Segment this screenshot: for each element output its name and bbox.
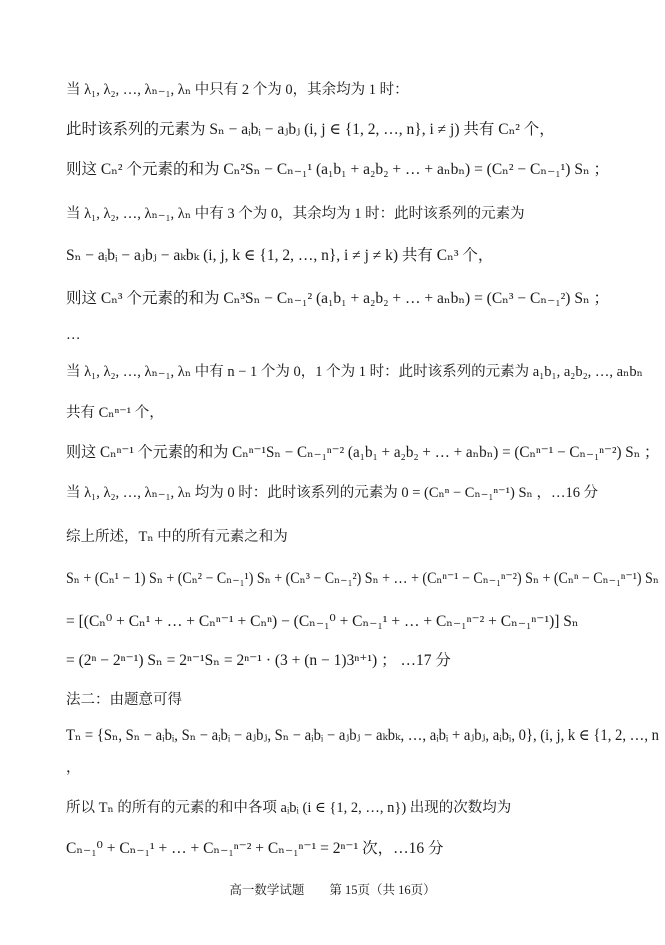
text-line-20: Cₙ₋₁⁰ + Cₙ₋₁¹ + … + Cₙ₋₁ⁿ⁻² + Cₙ₋₁ⁿ⁻¹ = 2ⁿ⁻¹ 次，…16 分 [66, 840, 444, 857]
text-line-13: Sₙ + (Cₙ¹ − 1) Sₙ + (Cₙ² − Cₙ₋₁¹) Sₙ + (Cₙ³ − Cₙ₋₁²) Sₙ + … + (Cₙⁿ⁻¹ − Cₙ₋₁ⁿ⁻²) Sₙ + (Cₙⁿ − Cₙ₋₁ⁿ⁻¹) Sₙ [66, 570, 659, 587]
page-footer: 高一数学试题 第 15页（共 16页） [229, 883, 436, 897]
text-line-17: Tₙ = {Sₙ, Sₙ − aᵢbᵢ, Sₙ − aᵢbᵢ − aⱼbⱼ, Sₙ − aᵢbᵢ − aⱼbⱼ − aₖbₖ, …, aᵢbᵢ + aⱼbⱼ, aᵢbᵢ, 0}, (i, j, k ∈ {1, 2, …, n [66, 727, 659, 744]
text-line-19: 所以 Tₙ 的所有的元素的和中各项 aᵢbᵢ (i ∈ {1, 2, …, n}) 出现的次数均为 [66, 800, 512, 816]
text-line-10: 则这 Cₙⁿ⁻¹ 个元素的和为 Cₙⁿ⁻¹Sₙ − Cₙ₋₁ⁿ⁻² (a₁b₁ + a₂b₂ + … + aₙbₙ) = (Cₙⁿ⁻¹ − Cₙ₋₁ⁿ⁻²) Sₙ ； [66, 444, 660, 461]
text-line-11: 当 λ₁, λ₂, …, λₙ₋₁, λₙ 均为 0 时：此时该系列的元素为 0 = (Cₙⁿ − Cₙ₋₁ⁿ⁻¹) Sₙ ，…16 分 [66, 485, 599, 501]
text-line-7: … [66, 327, 81, 343]
text-line-18: ， [66, 760, 81, 776]
text-line-6: 则这 Cₙ³ 个元素的和为 Cₙ³Sₙ − Cₙ₋₁² (a₁b₁ + a₂b₂ + … + aₙbₙ) = (Cₙ³ − Cₙ₋₁²) Sₙ ； [66, 290, 610, 307]
text-line-8: 当 λ₁, λ₂, …, λₙ₋₁, λₙ 中有 n − 1 个为 0，1 个为 1 时：此时该系列的元素为 a₁b₁, a₂b₂, …, aₙbₙ [66, 364, 643, 380]
text-line-5: Sₙ − aᵢbᵢ − aⱼbⱼ − aₖbₖ (i, j, k ∈ {1, 2, …, n}, i ≠ j ≠ k) 共有 Cₙ³ 个， [66, 247, 494, 264]
text-line-12: 综上所述，Tₙ 中的所有元素之和为 [66, 529, 288, 545]
text-line-1: 当 λ₁, λ₂, …, λₙ₋₁, λₙ 中只有 2 个为 0，其余均为 1 时： [66, 82, 409, 98]
text-line-3: 则这 Cₙ² 个元素的和为 Cₙ²Sₙ − Cₙ₋₁¹ (a₁b₁ + a₂b₂ + … + aₙbₙ) = (Cₙ² − Cₙ₋₁¹) Sₙ ； [66, 161, 610, 178]
text-line-9: 共有 Cₙⁿ⁻¹ 个， [66, 405, 164, 421]
text-line-16: 法二：由题意可得 [66, 692, 182, 708]
text-line-15: = (2ⁿ − 2ⁿ⁻¹) Sₙ = 2ⁿ⁻¹Sₙ = 2ⁿ⁻¹ · (3 + (n − 1)3ⁿ⁺¹) ； …17 分 [66, 652, 451, 669]
text-line-4: 当 λ₁, λ₂, …, λₙ₋₁, λₙ 中有 3 个为 0，其余均为 1 时：此时该系列的元素为 [66, 206, 525, 222]
text-line-14: = [(Cₙ⁰ + Cₙ¹ + … + Cₙⁿ⁻¹ + Cₙⁿ) − (Cₙ₋₁⁰ + Cₙ₋₁¹ + … + Cₙ₋₁ⁿ⁻² + Cₙ₋₁ⁿ⁻¹)] Sₙ [66, 613, 579, 630]
text-line-2: 此时该系列的元素为 Sₙ − aᵢbᵢ − aⱼbⱼ (i, j ∈ {1, 2, …, n}, i ≠ j) 共有 Cₙ² 个， [66, 121, 555, 138]
